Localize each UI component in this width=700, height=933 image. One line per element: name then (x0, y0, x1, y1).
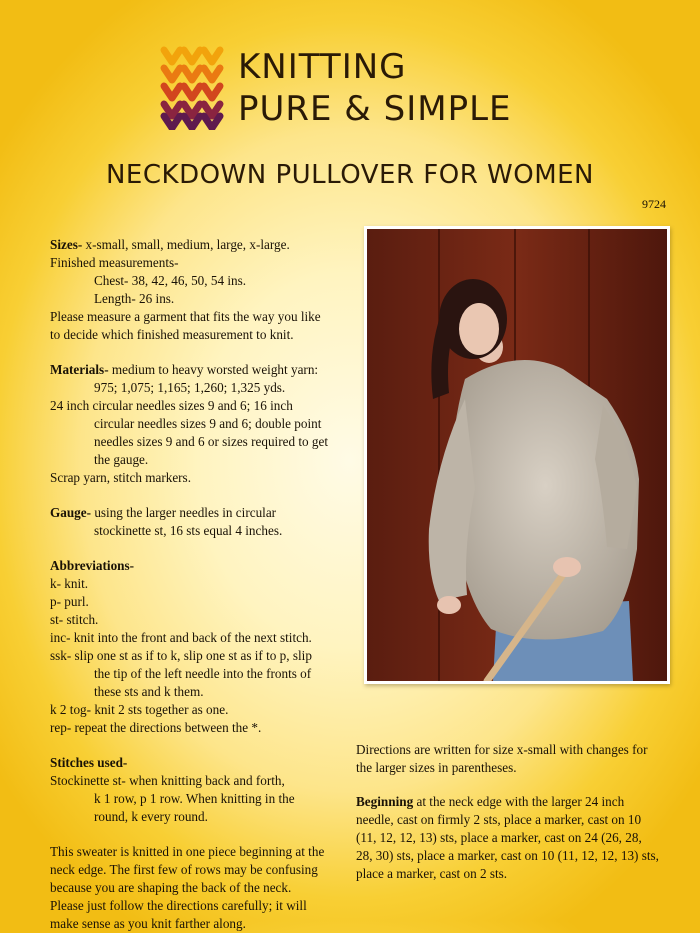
beginning-line-4: 28, 30) sts, place a marker, cast on 10 (11, 12, 12, 13) sts, (356, 848, 659, 863)
brand-line-1: KNITTING (238, 47, 407, 87)
brand-line-2: PURE & SIMPLE (238, 89, 512, 129)
length-measurement: Length- 26 ins. (94, 291, 175, 306)
beginning-line-5: place a marker, cast on 2 sts. (356, 866, 508, 881)
needles-line-2: circular needles sizes 9 and 6; double point (94, 416, 322, 431)
intro-line-2: neck edge. The first few of rows may be confusing (50, 862, 318, 877)
abbr-rep: rep- repeat the directions between the *. (50, 720, 262, 735)
beginning-line-3: (11, 12, 12, 13) sts, place a marker, cast on 24 (26, 28, (356, 830, 642, 845)
gauge-line: Gauge- using the larger needles in circular (50, 505, 277, 520)
abbr-ssk-2: the tip of the left needle into the fronts of (94, 666, 312, 681)
materials-heading: Materials- (50, 362, 109, 377)
directions-line-2: the larger sizes in parentheses. (356, 760, 517, 775)
intro-line-3: because you are shaping the back of the neck. (50, 880, 292, 895)
needles-line-3: needles sizes 9 and 6 or sizes required to get (94, 434, 329, 449)
sizes-note-2: to decide which finished measurement to knit. (50, 327, 294, 342)
materials-line: Materials- medium to heavy worsted weight yarn: (50, 362, 319, 377)
woman-in-sweater-photo (364, 226, 670, 684)
abbr-k: k- knit. (50, 576, 89, 591)
stitches-line-2: k 1 row, p 1 row. When knitting in the (94, 791, 295, 806)
abbr-inc: inc- knit into the front and back of the next stitch. (50, 630, 312, 645)
chest-measurement: Chest- 38, 42, 46, 50, 54 ins. (94, 273, 247, 288)
stitches-heading: Stitches used- (50, 755, 128, 770)
abbr-ssk-1: ssk- slip one st as if to k, slip one st as if to p, slip (50, 648, 312, 663)
sizes-line: Sizes- x-small, small, medium, large, x-large. (50, 237, 290, 252)
directions-block (356, 741, 686, 777)
directions-line-1: Directions are written for size x-small with changes for (356, 742, 648, 757)
abbreviations-heading: Abbreviations- (50, 558, 135, 573)
sizes-note-1: Please measure a garment that fits the way you like (50, 309, 321, 324)
needles-line-1: 24 inch circular needles sizes 9 and 6; 16 inch (50, 398, 293, 413)
stitches-line-3: round, k every round. (94, 809, 208, 824)
beginning-line-2: needle, cast on firmly 2 sts, place a marker, cast on 10 (356, 812, 642, 827)
gauge-heading: Gauge- (50, 505, 92, 520)
scrap-yarn: Scrap yarn, stitch markers. (50, 470, 191, 485)
beginning-block (356, 793, 692, 883)
intro-line-1: This sweater is knitted in one piece beginning at the (50, 844, 325, 859)
finished-measurements: Finished measurements- (50, 255, 179, 270)
abbr-k2tog: k 2 tog- knit 2 sts together as one. (50, 702, 229, 717)
beginning-heading: Beginning (356, 794, 414, 809)
knit-stitch-logo-icon (158, 44, 228, 130)
pattern-title: NECKDOWN PULLOVER FOR WOMEN (105, 160, 595, 190)
needles-line-4: the gauge. (94, 452, 149, 467)
beginning-line-1: Beginning at the neck edge with the larger 24 inch (356, 794, 625, 809)
yardage: 975; 1,075; 1,165; 1,260; 1,325 yds. (94, 380, 286, 395)
gauge-line-2: stockinette st, 16 sts equal 4 inches. (94, 523, 283, 538)
left-column (50, 236, 350, 933)
sizes-heading: Sizes- (50, 237, 83, 252)
abbr-ssk-3: these sts and k them. (94, 684, 204, 699)
stitches-line-1: Stockinette st- when knitting back and forth, (50, 773, 285, 788)
pattern-code: 9724 (642, 197, 666, 211)
abbr-st: st- stitch. (50, 612, 99, 627)
abbr-p: p- purl. (50, 594, 89, 609)
intro-line-5: make sense as you knit farther along. (50, 916, 246, 931)
intro-line-4: Please just follow the directions carefully; it will (50, 898, 307, 913)
